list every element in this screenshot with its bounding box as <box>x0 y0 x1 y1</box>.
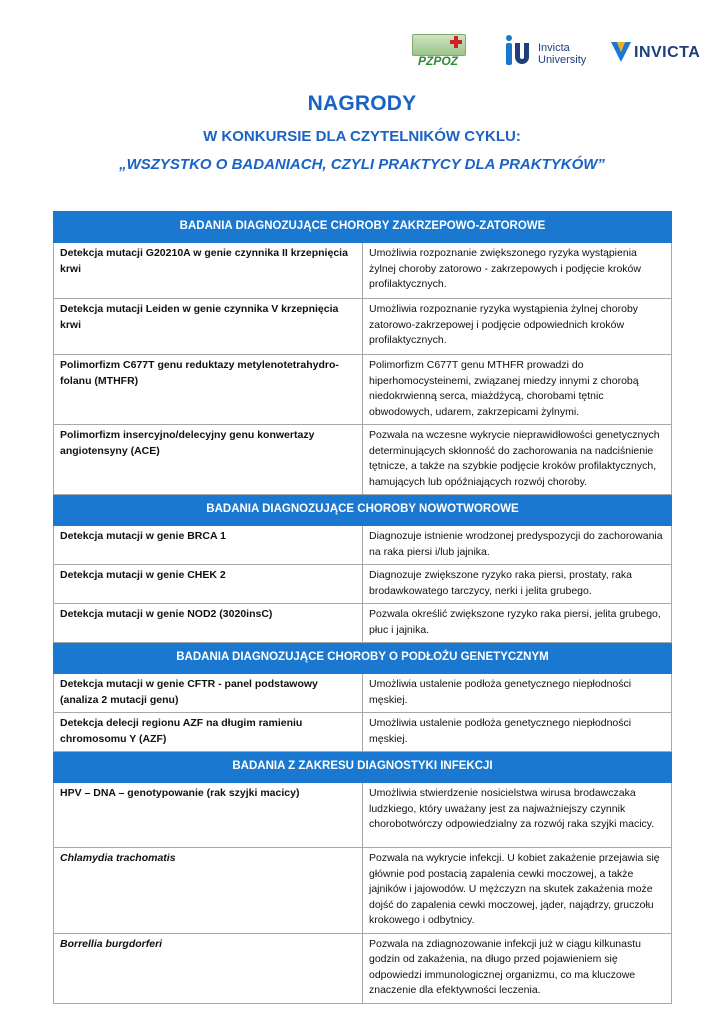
section-header-label: BADANIA Z ZAKRESU DIAGNOSTYKI INFEKCJI <box>54 752 672 783</box>
test-description: Umożliwia ustalenie podłoża genetycznego niepłodności męskiej. <box>363 674 672 713</box>
test-description: Diagnozuje istnienie wrodzonej predyspozycji do zachorowania na raka piersi i/lub jajnika. <box>363 526 672 565</box>
section-header <box>54 643 672 674</box>
test-name: Detekcja mutacji w genie NOD2 (3020insC) <box>54 604 363 643</box>
test-name: HPV – DNA – genotypowanie (rak szyjki macicy) <box>54 783 363 848</box>
invicta-university-text <box>538 42 586 66</box>
section-header <box>54 495 672 526</box>
iu-emblem-icon <box>504 34 536 68</box>
table-row <box>54 425 672 495</box>
section-header <box>54 212 672 243</box>
section-header-label: BADANIA DIAGNOZUJĄCE CHOROBY O PODŁOŻU GENETYCZNYM <box>54 643 672 674</box>
pzpoz-logo-text: PZPOZ <box>417 54 458 68</box>
test-description: Polimorfizm C677T genu MTHFR prowadzi do hiperhomocysteinemi, związanej miedzy innymi z chorobą niedokrwienną serca, miażdżycą, chorobami tętnic obwodowych, udarem, zakrzepicami żylnymi. <box>363 355 672 425</box>
test-description: Pozwala określić zwiększone ryzyko raka piersi, jelita grubego, płuc i jajnika. <box>363 604 672 643</box>
test-description: Umożliwia rozpoznanie zwiększonego ryzyka wystąpienia żylnej choroby zatorowo - zakrzepowych i podjęcie kroków profilaktycznych. <box>363 243 672 299</box>
table-row <box>54 713 672 752</box>
test-description: Pozwala na zdiagnozowanie infekcji już w ciągu kilkunastu godzin od zakażenia, na długo przed pojawieniem się odpowiedzi immunologicznej organizmu, co ma kluczowe znaczenie dla efektywności leczenia. <box>363 933 672 1003</box>
table-row <box>54 848 672 934</box>
test-description: Pozwala na wykrycie infekcji. U kobiet zakażenie przejawia się głównie pod postacią zapalenia cewki moczowej, a także jajników i jajowodów. U mężczyzn na skutek zakażenia może dojść do zapalenia cewki moczowej, jąder, najądrzy, gruczołu krokowego i odbytnicy. <box>363 848 672 934</box>
test-description: Umożliwia rozpoznanie ryzyka wystąpienia żylnej choroby zatorowo-zakrzepowej i podjęcie odpowiednich kroków profilaktycznych. <box>363 299 672 355</box>
test-name: Detekcja mutacji w genie BRCA 1 <box>54 526 363 565</box>
table-row <box>54 674 672 713</box>
medical-cross-icon <box>450 36 462 48</box>
table-row <box>54 299 672 355</box>
test-name: Detekcja mutacji G20210A w genie czynnika II krzepnięcia krwi <box>54 243 363 299</box>
table-row <box>54 933 672 1003</box>
test-name: Chlamydia trachomatis <box>54 848 363 934</box>
page-subtitle: W KONKURSIE DLA CZYTELNIKÓW CYKLU: <box>203 128 521 145</box>
pzpoz-logo <box>412 34 464 70</box>
section-header-label: BADANIA DIAGNOZUJĄCE CHOROBY NOWOTWOROWE <box>54 495 672 526</box>
test-name: Polimorfizm insercyjno/delecyjny genu konwertazy angiotensyny (ACE) <box>54 425 363 495</box>
logo-bar <box>400 30 710 74</box>
test-name: Polimorfizm C677T genu reduktazy metylenotetrahydro-folanu (MTHFR) <box>54 355 363 425</box>
invicta-logo <box>610 40 710 66</box>
test-name: Detekcja delecji regionu AZF na długim ramieniu chromosomu Y (AZF) <box>54 713 363 752</box>
section-header <box>54 752 672 783</box>
table-row <box>54 243 672 299</box>
invicta-university-logo <box>504 34 596 70</box>
page-title: NAGRODY <box>307 92 417 115</box>
test-name: Detekcja mutacji w genie CHEK 2 <box>54 565 363 604</box>
invicta-university-line2: University <box>538 54 587 66</box>
test-description: Diagnozuje zwiększone ryzyko raka piersi, prostaty, raka brodawkowatego tarczycy, nerki i jelita grubego. <box>363 565 672 604</box>
test-description: Umożliwia stwierdzenie nosicielstwa wirusa brodawczaka ludzkiego, który uważany jest za najważniejszy czynnik chorobotwórczy odpowiedzialny za rozwój raka szyjki macicy. <box>363 783 672 848</box>
table-row <box>54 604 672 643</box>
contest-name: „WSZYSTKO O BADANIACH, CZYLI PRAKTYCY DLA PRAKTYKÓW” <box>119 156 605 173</box>
test-description: Pozwala na wczesne wykrycie nieprawidłowości genetycznych determinujących skłonność do zachorowania na nadciśnienie tętnicze, a także na szybkie podjęcie kroków profilaktycznych, hamujących lub opóźniających rozwój choroby. <box>363 425 672 495</box>
test-name: Detekcja mutacji w genie CFTR - panel podstawowy (analiza 2 mutacji genu) <box>54 674 363 713</box>
test-name: Detekcja mutacji Leiden w genie czynnika V krzepnięcia krwi <box>54 299 363 355</box>
section-header-label: BADANIA DIAGNOZUJĄCE CHOROBY ZAKRZEPOWO-ZATOROWE <box>54 212 672 243</box>
table-row <box>54 565 672 604</box>
invicta-logo-text: INVICTA <box>634 44 701 61</box>
invicta-emblem-icon <box>610 40 632 64</box>
table-row <box>54 783 672 848</box>
prizes-table <box>53 211 672 1004</box>
invicta-university-line1: Invicta <box>538 42 570 54</box>
test-description: Umożliwia ustalenie podłoża genetycznego niepłodności męskiej. <box>363 713 672 752</box>
test-name: Borrellia burgdorferi <box>54 933 363 1003</box>
table-row <box>54 355 672 425</box>
table-row <box>54 526 672 565</box>
